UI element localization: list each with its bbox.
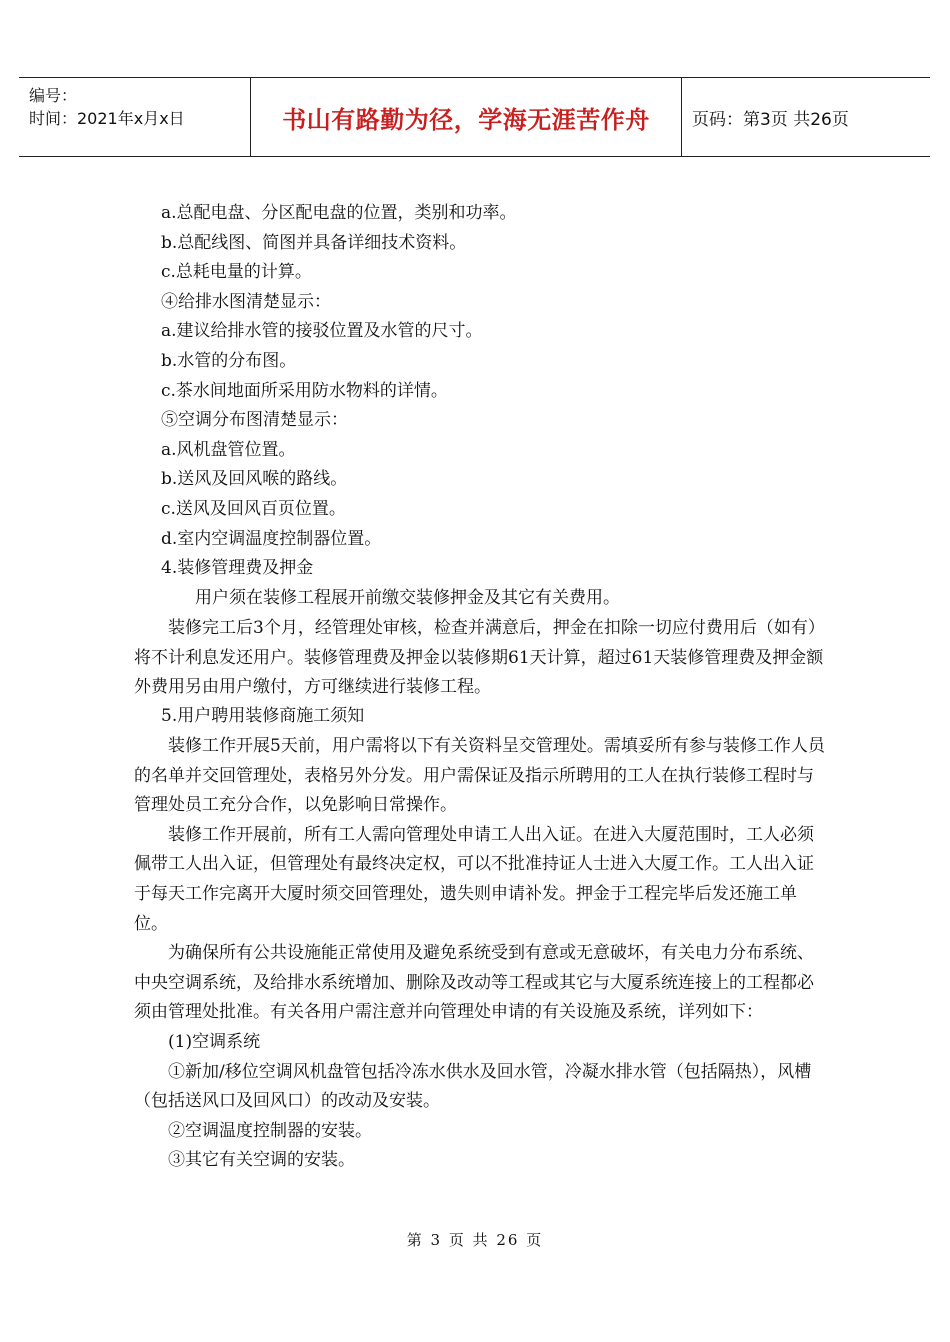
motto: 书山有路勤为径，学海无涯苦作舟 bbox=[251, 78, 682, 156]
page-footer: 第 3 页 共 26 页 bbox=[406, 1231, 544, 1249]
page-info: 页码：第3页 共26页 bbox=[692, 109, 849, 130]
body-line: a.风机盘管位置。 bbox=[161, 439, 296, 460]
document-body-2 bbox=[161, 584, 831, 614]
paragraph: 用户须在装修工程展开前缴交装修押金及其它有关费用。 bbox=[195, 588, 620, 608]
header-table bbox=[19, 77, 930, 157]
paragraph: ①新加/移位空调风机盘管包括冷冻水供水及回水管，冷凝水排水管（包括隔热），风槽（包括送风口及回风口）的改动及安装。 bbox=[134, 1061, 812, 1112]
section-heading: 4.装修管理费及押金 bbox=[161, 558, 314, 579]
paragraph: 装修工作开展前，所有工人需向管理处申请工人出入证。在进入大厦范围时，工人必须佩带工人出入证，但管理处有最终决定权，可以不批准持证人士进入大厦工作。工人出入证于每天工作完离开大厦时须交回管理处，遗失则申请补发。押金于工程完毕后发还施工单位。 bbox=[134, 824, 814, 934]
body-line: c.茶水间地面所采用防水物料的详情。 bbox=[161, 380, 448, 401]
document-body-5 bbox=[134, 732, 830, 1176]
body-line: ⑤空调分布图清楚显示： bbox=[161, 410, 348, 431]
body-line: b.总配线图、简图并具备详细技术资料。 bbox=[161, 232, 467, 253]
body-line: d.室内空调温度控制器位置。 bbox=[161, 528, 382, 549]
number-label: 编号： bbox=[29, 86, 78, 105]
document-body bbox=[161, 199, 831, 584]
paragraph: 为确保所有公共设施能正常使用及避免系统受到有意或无意破坏，有关电力分布系统、中央空调系统，及给排水系统增加、删除及改动等工程或其它与大厦系统连接上的工程都必须由管理处批准。有关各用户需注意并向管理处申请的有关设施及系统，详列如下： bbox=[134, 943, 814, 1023]
section-heading: 5.用户聘用装修商施工须知 bbox=[161, 706, 365, 726]
body-line: c.总耗电量的计算。 bbox=[161, 262, 312, 283]
body-line: ④给排水图清楚显示： bbox=[161, 291, 331, 312]
header-left-cell bbox=[19, 78, 251, 156]
document-body-4 bbox=[161, 702, 831, 732]
body-line: a.建议给排水管的接驳位置及水管的尺寸。 bbox=[161, 321, 483, 342]
paragraph: 装修工作开展5天前，用户需将以下有关资料呈交管理处。需填妥所有参与装修工作人员的名单并交回管理处，表格另外分发。用户需保证及指示所聘用的工人在执行装修工程时与管理处员工充分合作，以免影响日常操作。 bbox=[134, 736, 825, 816]
body-line: a.总配电盘、分区配电盘的位置，类别和功率。 bbox=[161, 203, 517, 223]
time-label: 时间：2021年x月x日 bbox=[29, 109, 185, 128]
document-body-3 bbox=[134, 614, 830, 703]
paragraph: 装修完工后3个月，经管理处审核，检查并满意后，押金在扣除一切应付费用后（如有）将不计利息发还用户。装修管理费及押金以装修期61天计算，超过61天装修管理费及押金额外费用另由用户缴付，方可继续进行装修工程。 bbox=[134, 618, 825, 698]
body-line: b.送风及回风喉的路线。 bbox=[161, 469, 348, 490]
body-line: b.水管的分布图。 bbox=[161, 350, 297, 371]
paragraph: ③其它有关空调的安装。 bbox=[168, 1150, 355, 1171]
subsection-heading: (1)空调系统 bbox=[168, 1031, 261, 1052]
body-line: c.送风及回风百页位置。 bbox=[161, 498, 346, 519]
paragraph: ②空调温度控制器的安装。 bbox=[168, 1120, 372, 1141]
